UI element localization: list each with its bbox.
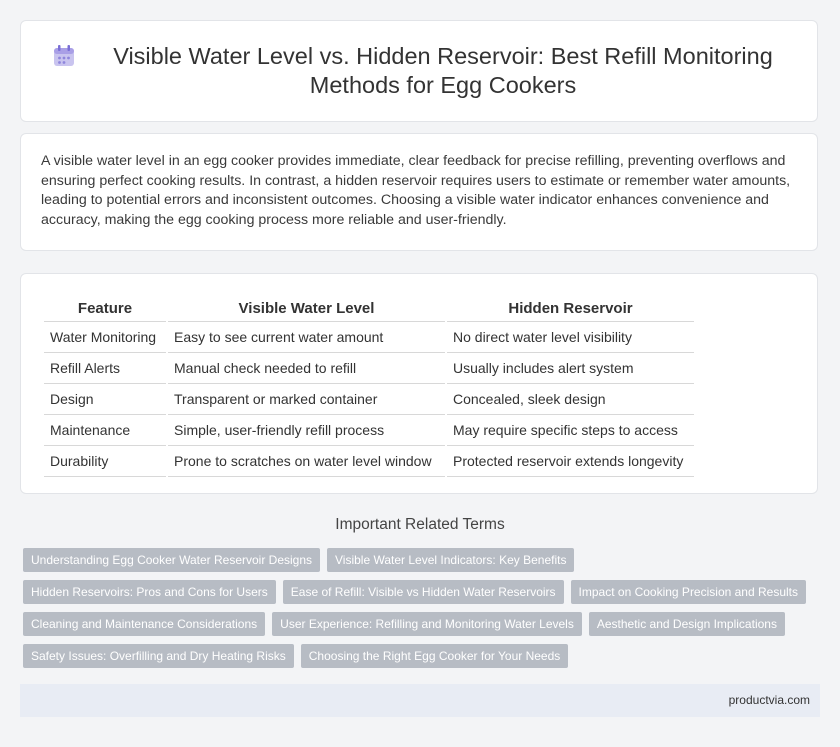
footer xyxy=(20,684,820,717)
related-term-tag[interactable]: User Experience: Refilling and Monitoring Water Levels xyxy=(272,612,582,636)
related-term-tag[interactable]: Ease of Refill: Visible vs Hidden Water Reservoirs xyxy=(283,580,564,604)
table-row xyxy=(43,353,694,384)
table-cell: Manual check needed to refill xyxy=(167,353,446,384)
table-row xyxy=(43,322,694,353)
table-cell: Protected reservoir extends longevity xyxy=(446,446,694,477)
intro-text: A visible water level in an egg cooker provides immediate, clear feedback for precise refilling, preventing overflows and ensuring perfect cooking results. In contrast, a hidden reservoir requires users to estimate or remember water amounts, leading to potential errors and inconsistent outcomes. Choosing a visible water indicator enhances convenience and accuracy, making the egg cooking process more reliable and user-friendly. xyxy=(41,153,791,228)
page-title: Visible Water Level vs. Hidden Reservoir: Best Refill Monitoring Methods for Egg Cookers xyxy=(113,43,773,98)
related-terms-list xyxy=(23,548,813,676)
related-term-tag[interactable]: Aesthetic and Design Implications xyxy=(589,612,785,636)
header-card xyxy=(20,20,818,122)
table-cell: No direct water level visibility xyxy=(446,322,694,353)
table-cell: Design xyxy=(43,384,167,415)
table-cell: Usually includes alert system xyxy=(446,353,694,384)
related-term-tag[interactable]: Visible Water Level Indicators: Key Benefits xyxy=(327,548,574,572)
column-header: Visible Water Level xyxy=(167,295,446,322)
footer-site-link[interactable]: productvia.com xyxy=(728,693,810,707)
comparison-card xyxy=(20,273,818,494)
related-terms-title: Important Related Terms xyxy=(335,516,505,533)
related-term-tag[interactable]: Impact on Cooking Precision and Results xyxy=(571,580,806,604)
comparison-table xyxy=(42,295,694,477)
table-row xyxy=(43,384,694,415)
table-cell: Easy to see current water amount xyxy=(167,322,446,353)
table-row xyxy=(43,446,694,477)
related-term-tag[interactable]: Cleaning and Maintenance Considerations xyxy=(23,612,265,636)
column-header: Hidden Reservoir xyxy=(446,295,694,322)
related-term-tag[interactable]: Hidden Reservoirs: Pros and Cons for Users xyxy=(23,580,276,604)
intro-card xyxy=(20,133,818,251)
column-header: Feature xyxy=(43,295,167,322)
table-cell: Maintenance xyxy=(43,415,167,446)
related-term-tag[interactable]: Understanding Egg Cooker Water Reservoir Designs xyxy=(23,548,320,572)
table-cell: Prone to scratches on water level window xyxy=(167,446,446,477)
table-cell: Refill Alerts xyxy=(43,353,167,384)
table-cell: May require specific steps to access xyxy=(446,415,694,446)
calendar-icon xyxy=(51,43,77,69)
table-cell: Transparent or marked container xyxy=(167,384,446,415)
related-term-tag[interactable]: Safety Issues: Overfilling and Dry Heating Risks xyxy=(23,644,294,668)
table-cell: Water Monitoring xyxy=(43,322,167,353)
table-row xyxy=(43,415,694,446)
table-cell: Concealed, sleek design xyxy=(446,384,694,415)
table-header-row xyxy=(43,295,694,322)
related-term-tag[interactable]: Choosing the Right Egg Cooker for Your Needs xyxy=(301,644,569,668)
table-cell: Durability xyxy=(43,446,167,477)
table-cell: Simple, user-friendly refill process xyxy=(167,415,446,446)
